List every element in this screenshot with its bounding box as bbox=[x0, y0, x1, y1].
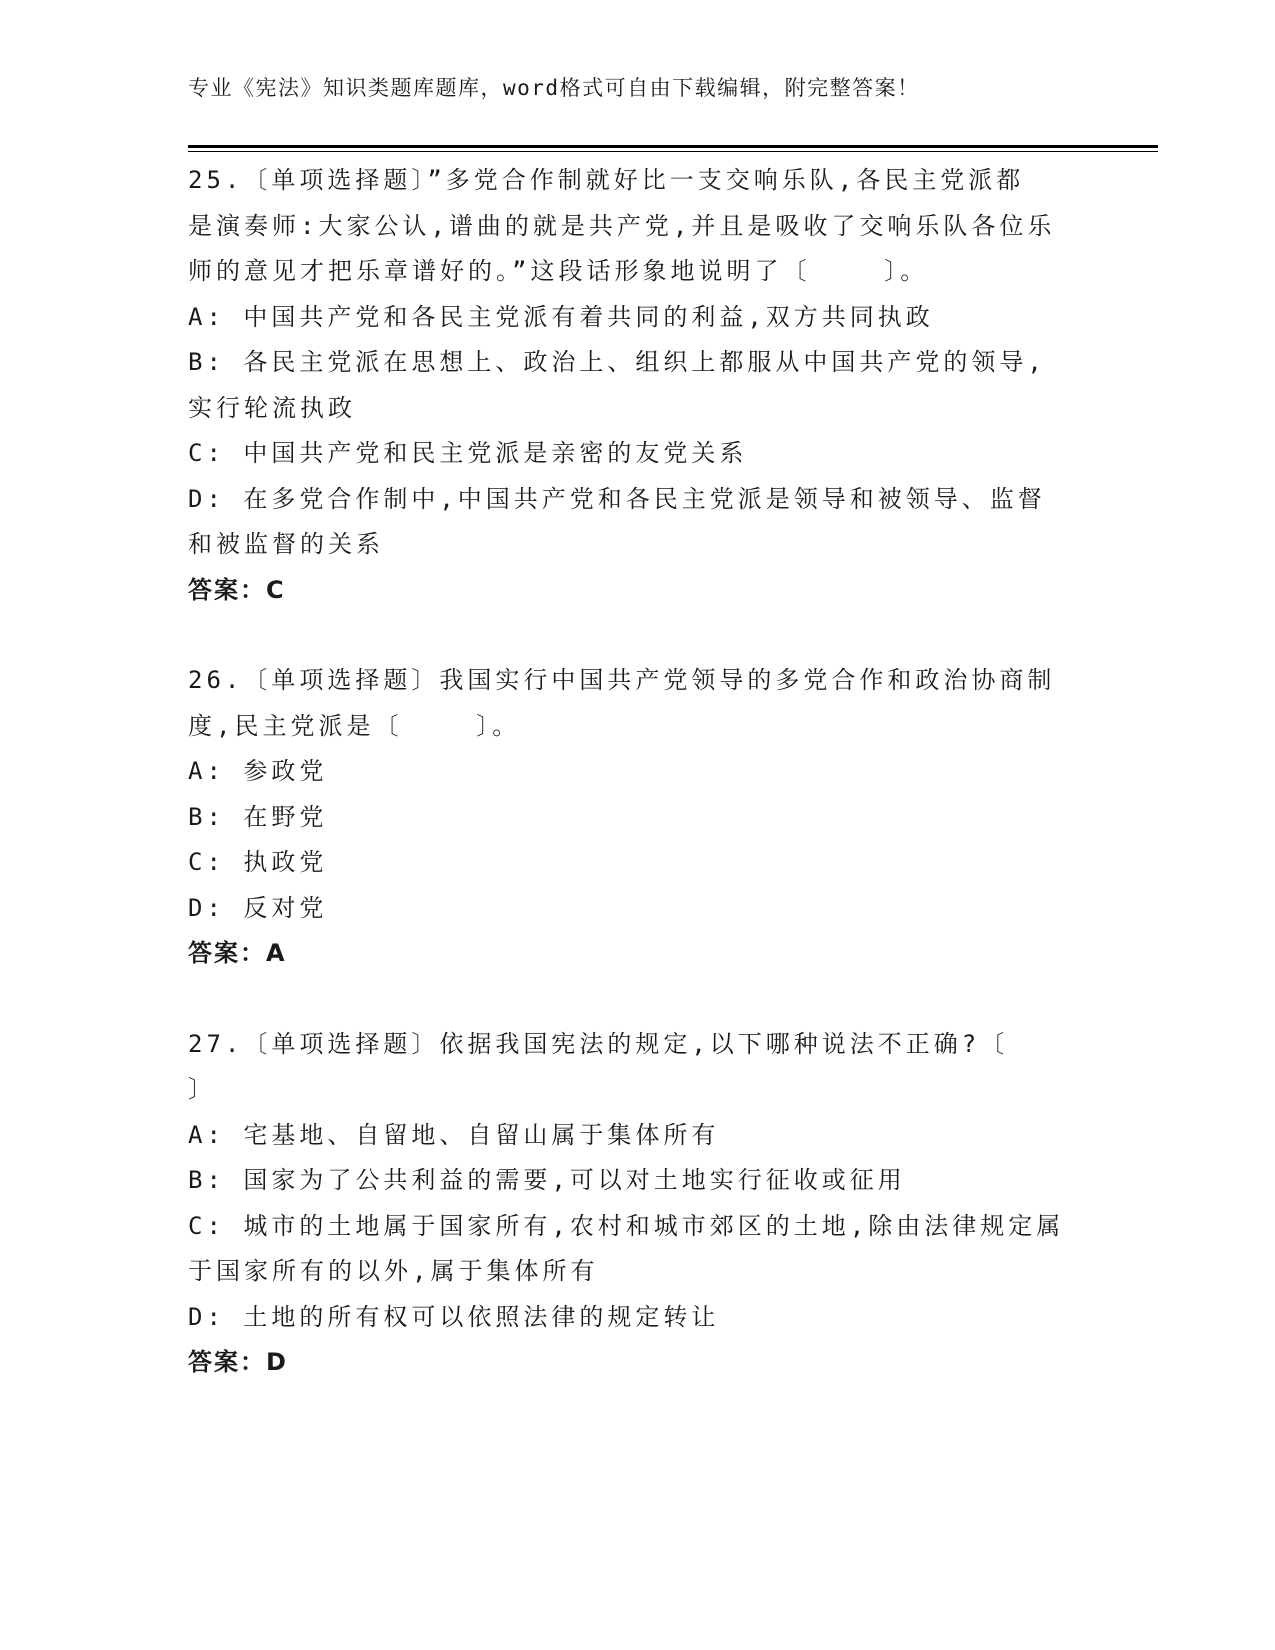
option-d: D: 在多党合作制中,中国共产党和各民主党派是领导和被领导、监督 和被监督的关系 bbox=[188, 484, 1046, 558]
option-c: C: 城市的土地属于国家所有,农村和城市郊区的土地,除由法律规定属 于国家所有的以外,属于集体所有 bbox=[188, 1211, 1065, 1285]
option-b: B: 在野党 bbox=[188, 802, 328, 831]
header-rule-thin bbox=[188, 151, 1158, 152]
option-c: C: 中国共产党和民主党派是亲密的友党关系 bbox=[188, 439, 748, 467]
option-a: A: 宅基地、自留地、自留山属于集体所有 bbox=[188, 1120, 720, 1149]
option-b: B: 国家为了公共利益的需要,可以对土地实行征收或征用 bbox=[188, 1166, 906, 1194]
question-text: 26.〔单项选择题〕我国实行中国共产党领导的多党合作和政治协商制 度,民主党派是〔 〕。 bbox=[188, 666, 1056, 740]
header-rule-thick bbox=[188, 145, 1158, 148]
answer-line: 答案：C bbox=[188, 575, 286, 604]
question-list bbox=[188, 158, 1088, 1431]
answer-line: 答案：A bbox=[188, 939, 287, 967]
option-b: B: 各民主党派在思想上、政治上、组织上都服从中国共产党的领导, 实行轮流执政 bbox=[188, 348, 1046, 422]
page-header: 专业《宪法》知识类题库题库，word格式可自由下载编辑，附完整答案！ bbox=[188, 76, 920, 100]
option-a: A: 中国共产党和各民主党派有着共同的利益,双方共同执政 bbox=[188, 302, 934, 331]
question-25 bbox=[188, 158, 1088, 613]
answer-line: 答案：D bbox=[188, 1348, 288, 1376]
question-26 bbox=[188, 658, 1088, 977]
question-text: 25.〔单项选择题〕”多党合作制就好比一支交响乐队,各民主党派都 是演奏师:大家公认,谱曲的就是共产党,并且是吸收了交响乐队各位乐 师的意见才把乐章谱好的。”这段话形象地说明了〔 〕。 bbox=[188, 166, 1056, 285]
option-d: D: 土地的所有权可以依照法律的规定转让 bbox=[188, 1302, 720, 1331]
question-text: 27.〔单项选择题〕依据我国宪法的规定,以下哪种说法不正确?〔 〕 bbox=[188, 1029, 1009, 1103]
option-d: D: 反对党 bbox=[188, 893, 328, 922]
option-c: C: 执政党 bbox=[188, 848, 328, 876]
option-a: A: 参政党 bbox=[188, 757, 328, 785]
question-27 bbox=[188, 1022, 1088, 1386]
